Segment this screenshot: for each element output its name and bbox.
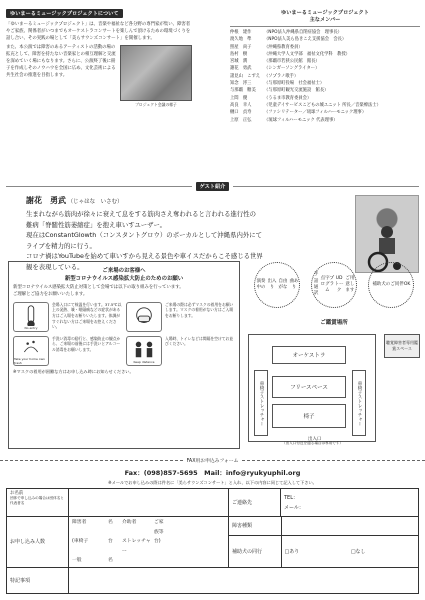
guest-bio-line: 観を表現している。 [26, 262, 84, 271]
photo-caption: プロジェクト会議の様子 [135, 102, 177, 108]
member-name: 渡久地 準 [230, 37, 252, 43]
guest-bio-line: コロナ禍はYouTubeを始めて車いすから見える景色や車イスだからこそ感じる世界 [26, 252, 263, 261]
member-role: （琉球フィルハーモニック 代表理事） [264, 117, 338, 123]
member-role: （沖縄県教育委員） [264, 44, 303, 50]
member-role: （ファシリテーター／琉球フィルハーモニック理事） [264, 110, 367, 116]
covid-rule-text: ご来場の際は必ずマスクの着用をお願いします。マスクの着用がない方はご入場をお断りします。 [165, 301, 234, 319]
fax-form-header: FAX用お申込みフォーム [186, 459, 239, 464]
guest-name: 謝花 勇武 [26, 196, 66, 205]
info-circle-line: 出入り [267, 278, 277, 290]
member-row [230, 58, 420, 65]
member-row [230, 87, 420, 94]
icon-caption: Take your home own trash [14, 356, 45, 365]
meeting-photo [120, 45, 192, 108]
member-row [230, 117, 420, 124]
member-name: 上原 正弘 [230, 117, 252, 123]
guest-title: ゲスト紹介 [196, 182, 230, 191]
about-paragraph-2: また、本公演では障害のあるアーティストの活動の場の拡充として、障害を持たない音楽家との相互理解と交流を深めていく場にもなります。さらに、公演終了後に冊子を作成しそのノウハウを全国に広め、文化芸術による共生社会の推進を目指します。 [6, 45, 116, 78]
member-name: 上間 優 [230, 95, 248, 101]
member-row [230, 51, 420, 58]
member-name: 宮城 潤 [230, 59, 248, 65]
member-name: 諸見山 こずえ [230, 73, 261, 79]
tel-field[interactable]: TEL： [284, 495, 298, 501]
info-circle-line: 手話通訳 [313, 272, 319, 297]
assistdog-yes-checkbox[interactable]: □あり [284, 548, 300, 555]
family-label: ご家族等 [154, 520, 164, 535]
covid-rule [13, 336, 122, 366]
chair-area: 椅子 [272, 404, 346, 428]
info-circle-line: 点字プログラム [320, 275, 335, 294]
member-name: 高良 幸人 [230, 102, 252, 108]
covid-rule [126, 336, 235, 366]
email-note: ※メールでお申し込みの際は件名に「美らサウンズコンサート」と入れ、以下の内容に同じて記入して下さい。 [108, 480, 317, 485]
covid-rule [126, 302, 235, 332]
member-role: （与那原町観光交流施設 館長） [264, 88, 329, 94]
count-label: お申し込み人数 [7, 517, 69, 568]
covid-title-2: 新型コロナウイルス感染拡大防止のためのお願い [64, 276, 184, 282]
disability-label: 障害種類 [229, 517, 281, 535]
seating-map [248, 318, 420, 446]
covid-rule-text: 手洗い消毒の励行と、感染防止の観点から、ご来場の前後には手洗いとアルコール消毒をお願いします。 [52, 335, 121, 353]
member-row [230, 44, 420, 51]
member-row [230, 109, 420, 116]
info-circle [254, 262, 300, 308]
guest-bio-line: ライブを精力的に行う。 [26, 241, 96, 250]
info-circle-line: ご同伴 [390, 281, 404, 287]
fax-form-section [0, 457, 425, 486]
general-count-label: 一般 [72, 558, 82, 564]
covid-footnote: ※マスクの着用が困難な方はお申し込み時にお知らせください。 [13, 368, 134, 374]
member-name: 謝花 勇武 [230, 66, 252, 72]
mail-field[interactable]: メール： [284, 505, 304, 511]
org-label: お名前 [10, 491, 24, 496]
org-name-field[interactable] [69, 489, 229, 517]
info-circle-line: ご用意します [345, 275, 355, 294]
guest-kana: （じゃはな いさむ） [67, 199, 123, 205]
icon-caption: No entry [24, 325, 38, 330]
wheelchair-area-right: 車椅子ストレッチャー [352, 370, 366, 436]
guest-bio-line: 難病「脊髄性筋萎縮症」を抱え車いすユーザー。 [26, 220, 167, 229]
assistdog-no-checkbox[interactable]: □なし [350, 548, 366, 555]
info-circle [311, 262, 357, 308]
wheelchair-count-label: (車椅子 [72, 539, 89, 545]
info-circle [368, 262, 414, 308]
companion-count-label: 介助者 [122, 520, 137, 525]
member-role: （NPO法人美ら島きこえ支援協会 会長） [264, 37, 347, 43]
seating-title: ご鑑賞場所 [320, 320, 348, 326]
stretcher-unit: 台) [154, 539, 161, 545]
application-form [6, 488, 419, 594]
member-row [230, 80, 420, 87]
info-circles [248, 262, 420, 310]
guest-bio-line: 生まれながら筋肉が徐々に衰えて息をする筋肉さえ奪われると言われる進行性の [26, 210, 257, 218]
covid-rule-text: 入場時、トイレなどは間隔を空けてお並びください。 [165, 335, 234, 347]
member-name: 与那覇 糖美 [230, 88, 256, 94]
member-name: 知念 澪三 [230, 81, 252, 87]
info-circle-line: 演奏中の [256, 278, 266, 290]
member-row [230, 102, 420, 109]
free-space-area: フリースペース [272, 376, 346, 398]
member-role: （ソプラノ歌手） [264, 73, 299, 79]
about-section [6, 9, 192, 108]
member-role: （シンガーソングライター） [264, 66, 320, 72]
member-name: 島村 樹 [230, 51, 248, 57]
disability-field[interactable] [281, 517, 418, 535]
orchestra-area: オーケストラ [272, 346, 346, 364]
member-name: 樋口 貞寿 [230, 110, 252, 116]
member-role: （那覇市若狭公民館 館長） [264, 59, 320, 65]
member-role: （沖縄大学人文学部 福祉文化学科 教授） [264, 51, 350, 57]
stretcher-count-label: ストレッチャー [122, 539, 151, 554]
covid-title-1: ご来場のお客様へ [102, 268, 146, 274]
guest-section [6, 182, 419, 272]
member-name: 仲根 建作 [230, 30, 252, 35]
disabled-unit: 名 [108, 520, 113, 525]
member-row [230, 65, 420, 72]
member-name: 照屋 尚子 [230, 44, 252, 50]
distance-icon [126, 336, 162, 366]
members-title: ゆいまーるミュージックプロジェクト [281, 10, 369, 16]
member-role: （うるま市教育委員会） [264, 95, 312, 101]
handwash-icon [13, 336, 49, 366]
member-role: （与那原町役場 社会福祉士） [264, 81, 325, 87]
remarks-field[interactable] [69, 567, 419, 593]
general-unit: 名 [108, 558, 113, 564]
info-circle-line: 曲あり [289, 278, 299, 290]
info-circle-line: 自由がな [278, 278, 288, 290]
covid-notice [8, 261, 240, 449]
info-circle-line: UDトーク [334, 275, 344, 294]
icon-caption: Keep distance [133, 359, 155, 364]
member-row [230, 73, 420, 80]
covid-intro: 新型コロナウイルス感染拡大防止対策として会場では以下の取り組みを行っています。 [13, 285, 184, 290]
member-row [230, 29, 420, 36]
thermometer-icon [13, 302, 49, 332]
assistdog-label: 補助犬の同行 [232, 548, 263, 555]
contact-line: Fax：(098)857-5695 Mail：info@ryukyuphil.org [124, 469, 301, 477]
mask-icon [126, 302, 162, 332]
exit-label: 出入口 [308, 437, 322, 442]
info-circle-line: 補助犬の [372, 281, 391, 287]
guest-bio-line: 現在はConstantGlowth（コンスタントグロウ）のボーカルとして沖縄県内外にて [26, 231, 263, 240]
about-paragraph-1: 「ゆいまーるミュージックプロジェクト」は、音楽や福祉など各分野の専門家が集い、障害者やご家族、関係者がいつまでもオーケストラコンサートを楽しんで頂けるための環境づくりを話し合い、その実践の場として「美らサウンズコンサート」を開催します。 [6, 22, 191, 41]
member-role: （児童デイサービスこどもの城ユニット 所長／音楽療法士） [264, 102, 381, 108]
disabled-count-label: 障害者 [72, 520, 87, 525]
remarks-label: 特記事項 [7, 567, 69, 593]
wheelchair-unit: 台 [108, 539, 113, 545]
reserved-area: 聴覚障害者専用鑑賞スペース [384, 334, 420, 358]
wheelchair-area-left: 車椅子ストレッチャー [254, 370, 268, 436]
exit-note: （出入口付近を通る場合は専用です） [282, 441, 344, 445]
covid-intro-2: ご理解とご協力をお願いいたします。 [13, 291, 88, 297]
covid-rule [13, 302, 122, 332]
members-section [230, 9, 420, 124]
org-sublabel: 団体で申し込みの場合は団体名と代表者名 [10, 496, 64, 505]
info-circle-line: OK [403, 281, 411, 287]
members-subtitle: 主なメンバー [309, 17, 341, 23]
member-row [230, 36, 420, 43]
member-row [230, 95, 420, 102]
covid-rule-text: 会場入口にて検温を行います。37.5℃以上の発熱、咳・咽頭痛などの症状がある方はご入場をお断りいたします。体調がすぐれない方はご来場をお控えください。 [52, 301, 122, 330]
member-role: （NPO法人沖縄県自閉症協会 理事長） [264, 30, 342, 35]
contact-label: ご連絡先 [229, 489, 281, 517]
about-title: ゆいまーるミュージックプロジェクトについて [6, 9, 123, 18]
